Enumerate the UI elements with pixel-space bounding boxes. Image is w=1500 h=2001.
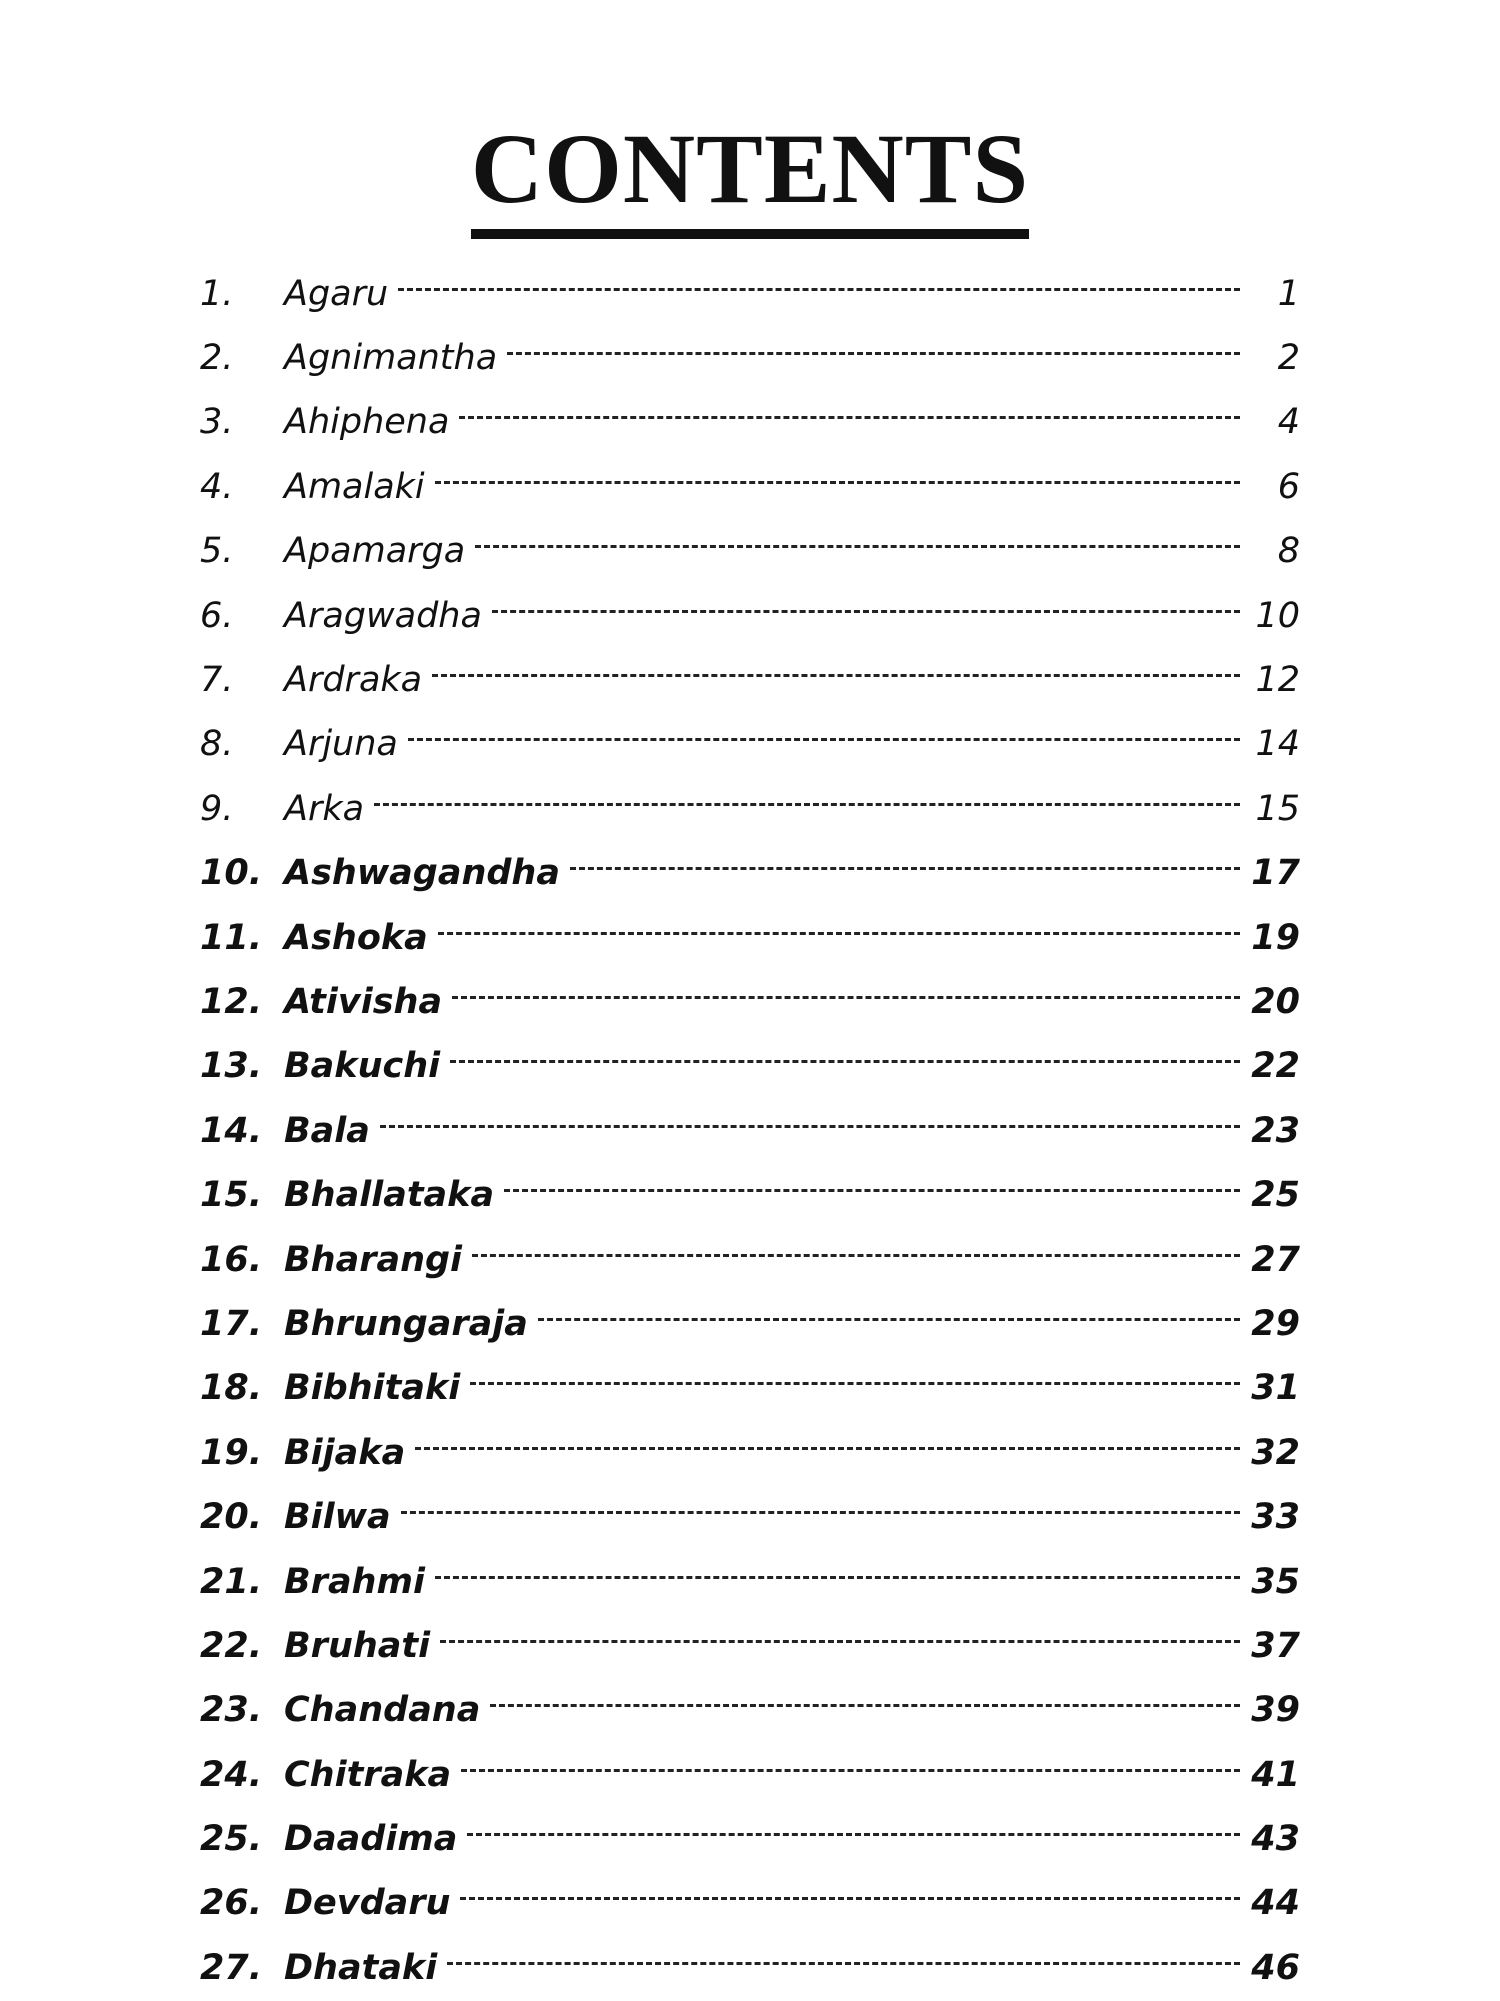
toc-entry-number: 27.: [200, 1947, 263, 1988]
toc-leader-dashes: [472, 1254, 1240, 1257]
toc-entry-page: 20: [1251, 981, 1300, 1022]
toc-entry-title: Ahiphena: [284, 402, 450, 443]
toc-entry-title: Daadima: [284, 1819, 458, 1860]
toc-leader-dashes: [398, 288, 1240, 291]
toc-entry[interactable]: [200, 1679, 1300, 1743]
toc-entry-title: Amalaki: [284, 466, 425, 507]
toc-entry-number: 17.: [200, 1303, 263, 1344]
toc-entry[interactable]: [200, 1228, 1300, 1292]
toc-entry[interactable]: [200, 1292, 1300, 1356]
toc-entry[interactable]: [200, 1550, 1300, 1614]
toc-entry-number: 7.: [200, 660, 234, 701]
toc-entry[interactable]: [200, 455, 1300, 519]
toc-leader-dashes: [380, 1125, 1240, 1128]
toc-entry-page: 8: [1277, 531, 1300, 572]
toc-entry[interactable]: [200, 520, 1300, 584]
toc-entry-number: 12.: [200, 981, 263, 1022]
toc-entry-number: 8.: [200, 724, 234, 765]
toc-entry-number: 14.: [200, 1110, 263, 1151]
toc-entry-page: 37: [1251, 1625, 1300, 1666]
toc-entry-title: Arjuna: [284, 724, 398, 765]
toc-entry[interactable]: [200, 1357, 1300, 1421]
toc-entry-page: 14: [1255, 724, 1300, 765]
toc-entry-title: Agnimantha: [284, 338, 498, 379]
toc-entry[interactable]: [200, 391, 1300, 455]
toc-entry-number: 2.: [200, 338, 234, 379]
toc-entry-number: 15.: [200, 1175, 263, 1216]
toc-entry[interactable]: [200, 648, 1300, 712]
toc-leader-dashes: [467, 1833, 1240, 1836]
toc-entry-title: Bharangi: [284, 1239, 463, 1280]
toc-entry-title: Bhrungaraja: [284, 1303, 528, 1344]
toc-entry-title: Bijaka: [284, 1432, 406, 1473]
toc-entry-page: 33: [1251, 1497, 1300, 1538]
toc-entry-page: 2: [1277, 338, 1300, 379]
toc-entry-page: 41: [1251, 1754, 1300, 1795]
toc-entry-number: 9.: [200, 788, 234, 829]
toc-entry-title: Apamarga: [284, 531, 466, 572]
toc-entry-title: Dhataki: [284, 1947, 438, 1988]
toc-entry-page: 39: [1251, 1690, 1300, 1731]
toc-leader-dashes: [470, 1382, 1240, 1385]
toc-entry[interactable]: [200, 906, 1300, 970]
page-title-text: CONTENTS: [471, 119, 1029, 239]
toc-entry-number: 5.: [200, 531, 234, 572]
toc-entry-page: 44: [1251, 1883, 1300, 1924]
toc-leader-dashes: [570, 867, 1240, 870]
toc-entry[interactable]: [200, 713, 1300, 777]
toc-leader-dashes: [435, 1576, 1240, 1579]
toc-entry[interactable]: [200, 1163, 1300, 1227]
toc-entry-title: Brahmi: [284, 1561, 425, 1602]
toc-entry-title: Chandana: [284, 1690, 481, 1731]
toc-entry-number: 13.: [200, 1046, 263, 1087]
toc-leader-dashes: [450, 1060, 1240, 1063]
toc-leader-dashes: [452, 996, 1240, 999]
toc-leader-dashes: [438, 932, 1240, 935]
toc-entry-title: Chitraka: [284, 1754, 452, 1795]
toc-entry-page: 22: [1251, 1046, 1300, 1087]
toc-leader-dashes: [492, 610, 1240, 613]
toc-entry-number: 26.: [200, 1883, 263, 1924]
toc-entry-number: 24.: [200, 1754, 263, 1795]
toc-entry-number: 25.: [200, 1819, 263, 1860]
toc-entry-page: 1: [1277, 273, 1300, 314]
toc-entry-page: 23: [1251, 1110, 1300, 1151]
toc-entry-number: 21.: [200, 1561, 263, 1602]
toc-entry-title: Ativisha: [284, 981, 443, 1022]
toc-leader-dashes: [460, 1897, 1240, 1900]
toc-entry-title: Bakuchi: [284, 1046, 441, 1087]
toc-leader-dashes: [435, 481, 1240, 484]
toc-entry-number: 6.: [200, 595, 234, 636]
toc-entry-page: 4: [1277, 402, 1300, 443]
toc-entry-page: 25: [1251, 1175, 1300, 1216]
toc-leader-dashes: [461, 1769, 1240, 1772]
toc-entry-page: 29: [1251, 1303, 1300, 1344]
toc-entry-number: 19.: [200, 1432, 263, 1473]
toc-entry[interactable]: [200, 1099, 1300, 1163]
toc-entry-page: 6: [1277, 466, 1300, 507]
toc-leader-dashes: [507, 352, 1240, 355]
toc-entry-number: 18.: [200, 1368, 263, 1409]
toc-entry-page: 17: [1251, 853, 1300, 894]
toc-entry-title: Ashwagandha: [284, 853, 560, 894]
toc-leader-dashes: [432, 674, 1240, 677]
table-of-contents: [200, 262, 1300, 2001]
toc-entry[interactable]: [200, 1872, 1300, 1936]
toc-entry[interactable]: [200, 970, 1300, 1034]
toc-entry-number: 16.: [200, 1239, 263, 1280]
toc-entry[interactable]: [200, 1936, 1300, 2000]
toc-entry[interactable]: [200, 1485, 1300, 1549]
toc-entry-page: 19: [1251, 917, 1300, 958]
toc-entry[interactable]: [200, 842, 1300, 906]
toc-entry-number: 10.: [200, 853, 263, 894]
toc-entry-title: Ardraka: [284, 660, 423, 701]
toc-leader-dashes: [538, 1318, 1240, 1321]
toc-leader-dashes: [401, 1511, 1240, 1514]
toc-entry-page: 31: [1251, 1368, 1300, 1409]
toc-entry-title: Devdaru: [284, 1883, 451, 1924]
toc-entry[interactable]: [200, 1743, 1300, 1807]
toc-entry-number: 3.: [200, 402, 234, 443]
toc-entry[interactable]: [200, 584, 1300, 648]
toc-leader-dashes: [504, 1189, 1240, 1192]
toc-leader-dashes: [408, 738, 1240, 741]
toc-entry-number: 20.: [200, 1497, 263, 1538]
toc-entry[interactable]: [200, 777, 1300, 841]
toc-entry[interactable]: [200, 326, 1300, 390]
toc-leader-dashes: [440, 1640, 1240, 1643]
toc-entry-title: Agaru: [284, 273, 389, 314]
toc-entry[interactable]: [200, 1807, 1300, 1871]
toc-entry-page: 32: [1251, 1432, 1300, 1473]
toc-entry-page: 43: [1251, 1819, 1300, 1860]
toc-entry-title: Arka: [284, 788, 365, 829]
toc-entry-page: 12: [1255, 660, 1300, 701]
toc-entry-number: 23.: [200, 1690, 263, 1731]
toc-leader-dashes: [490, 1704, 1240, 1707]
toc-entry-title: Bhallataka: [284, 1175, 495, 1216]
toc-entry-title: Bilwa: [284, 1497, 391, 1538]
toc-leader-dashes: [447, 1962, 1240, 1965]
toc-leader-dashes: [475, 545, 1240, 548]
toc-entry[interactable]: [200, 1421, 1300, 1485]
toc-entry-number: 11.: [200, 917, 263, 958]
toc-entry-page: 46: [1251, 1947, 1300, 1988]
toc-entry[interactable]: [200, 1614, 1300, 1678]
toc-entry-title: Bala: [284, 1110, 370, 1151]
toc-entry[interactable]: [200, 262, 1300, 326]
toc-leader-dashes: [374, 803, 1240, 806]
toc-entry[interactable]: [200, 1035, 1300, 1099]
toc-entry-title: Aragwadha: [284, 595, 482, 636]
toc-entry-title: Ashoka: [284, 917, 428, 958]
toc-entry-page: 15: [1255, 788, 1300, 829]
page-title: [0, 113, 1500, 239]
toc-leader-dashes: [415, 1447, 1240, 1450]
toc-leader-dashes: [459, 416, 1240, 419]
toc-entry-page: 10: [1255, 595, 1300, 636]
toc-entry-page: 35: [1251, 1561, 1300, 1602]
toc-entry-number: 4.: [200, 466, 234, 507]
toc-entry-page: 27: [1251, 1239, 1300, 1280]
toc-entry-number: 1.: [200, 273, 234, 314]
toc-entry-number: 22.: [200, 1625, 263, 1666]
toc-entry-title: Bruhati: [284, 1625, 431, 1666]
toc-entry-title: Bibhitaki: [284, 1368, 461, 1409]
